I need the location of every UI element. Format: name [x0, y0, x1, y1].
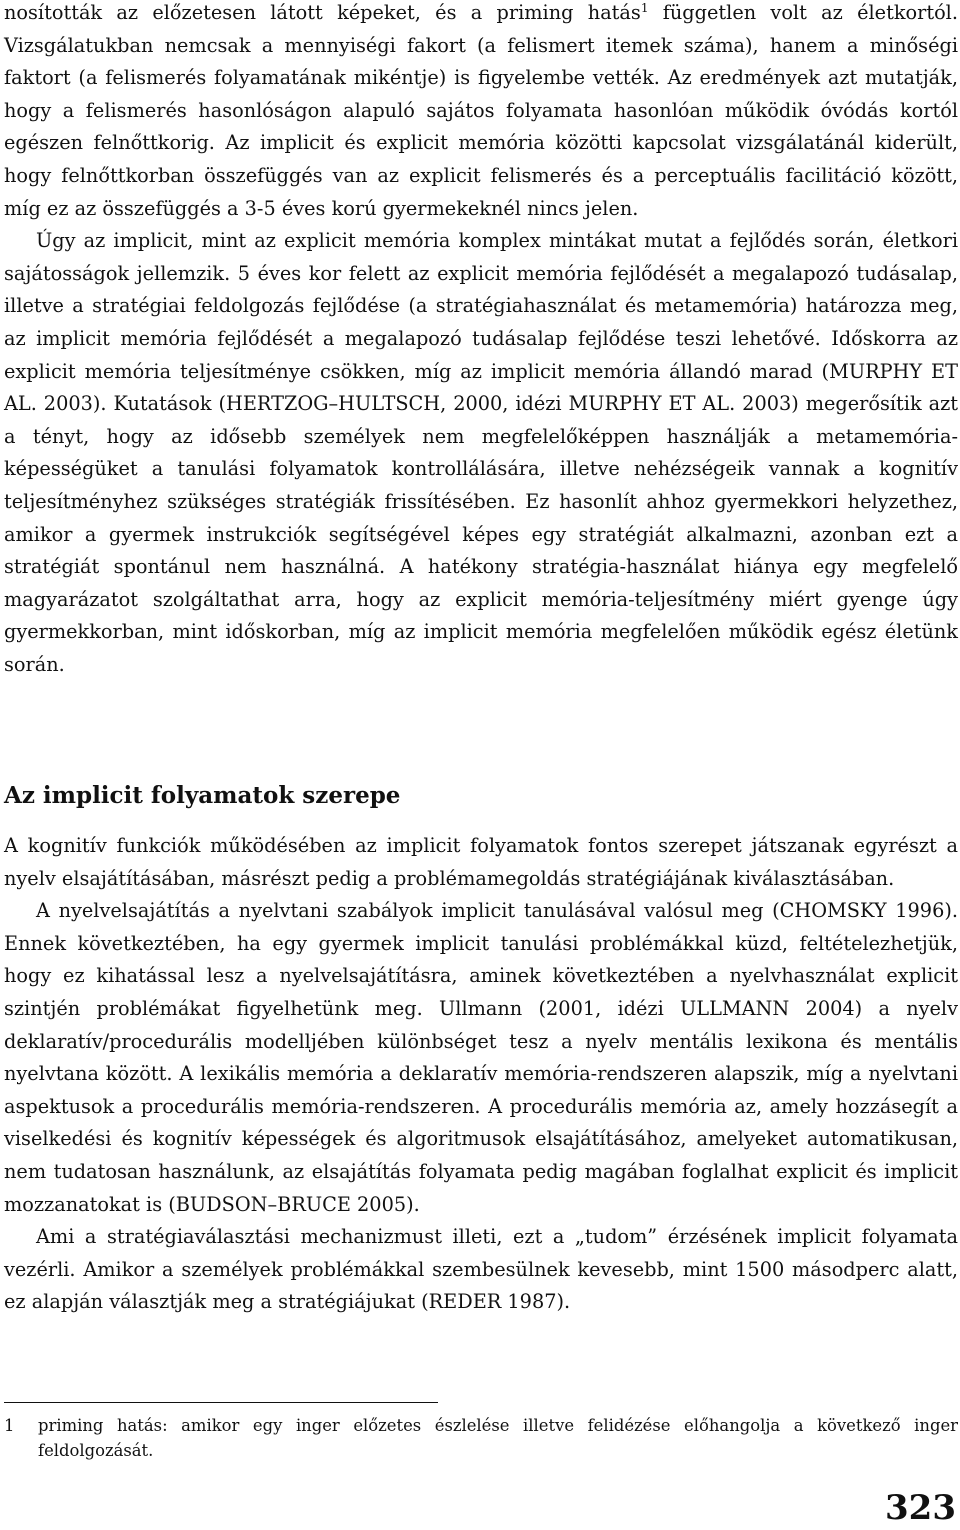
page-body	[4, 0, 958, 681]
section-paragraph-2: A nyelvelsajátítás a nyelvtani szabályok implicit tanulásával valósul meg (CHOMSKY 1996). Ennek következtében, ha egy gyermek implicit tanulási problémákkal küzd, feltételezhetjük, hogy ez kihatással lesz a nyelvelsajátításra, aminek következtében a nyelvhasználat explicit szintjén problémákat figyelhetünk meg. Ullmann (2001, idézi ULLMANN 2004) a nyelv deklaratív/procedurális modelljében különbséget tesz a nyelv mentális lexikona és mentális nyelvtana között. A lexikális memória a deklaratív memória-rendszeren alapszik, míg a nyelvtani aspektusok a procedurális memória-rendszeren. A procedurális memória az, amely hozzásegít a viselkedési és kognitív képességek és algoritmusok elsajátításához, amelyeket automatikusan, nem tudatosan használunk, az elsajátítás folyamata pedig magában foglalhat explicit és implicit mozzanatokat is (BUDSON–BRUCE 2005).	[4, 899, 958, 1216]
body-paragraph-2: Úgy az implicit, mint az explicit memória komplex mintákat mutat a fejlődés során, életkori sajátosságok jellemzik. 5 éves kor felett az explicit memória fejlődését a megalapozó tudásalap, illetve a stratégiai feldolgozás fejlődése (a stratégiahasználat és metamemória) határozza meg, az implicit memória fejlődését a megalapozó tudásalap fejlődése teszi lehetővé. Időskorra az explicit memória teljesítménye csökken, míg az implicit memória állandó marad (MURPHY ET AL. 2003). Kutatások (HERTZOG–HULTSCH, 2000, idézi MURPHY ET AL. 2003) megerősítik azt a tényt, hogy az idősebb személyek nem megfelelőképpen használják a metamemória-képességüket a tanulási folyamatok kontrollálására, illetve nehézségeik vannak a kognitív teljesítményhez szükséges stratégiák frissítésében. Ez hasonlít ahhoz gyermekkori helyzethez, amikor a gyermek instrukciók segítségével képes egy stratégiát alkalmazni, azonban ezt a stratégiát spontánul nem használná. A hatékony stratégia-használat hiánya egy megfelelő magyarázatot szolgáltathat arra, hogy az explicit memória-teljesítmény miért gyenge úgy gyermekkorban, mint időskorban, míg az implicit memória megfelelően működik egész életünk során.	[4, 229, 958, 676]
footnote-reference: 1	[640, 1, 649, 15]
section-paragraph-3: Ami a stratégiaválasztási mechanizmust illeti, ezt a „tudom” érzésének implicit folyamata vezérli. Amikor a személyek problémákkal szembesülnek kevesebb, mint 1500 másodperc alatt, ez alapján választják meg a stratégiájukat (REDER 1987).	[4, 1225, 958, 1314]
page-number: 323	[885, 1488, 956, 1528]
section-body	[4, 830, 958, 1319]
footnote	[4, 1413, 958, 1463]
footnote-number: 1	[4, 1416, 15, 1435]
footnote-divider	[4, 1402, 438, 1403]
footnote-text: priming hatás: amikor egy inger előzetes észlelése illetve felidézése előhangolja a következő inger feldolgozását.	[38, 1416, 958, 1460]
section-heading: Az implicit folyamatok szerepe	[4, 782, 401, 809]
section-paragraph-1: A kognitív funkciók működésében az implicit folyamatok fontos szerepet játszanak egyrészt a nyelv elsajátításában, másrészt pedig a problémamegoldás stratégiájának kiválasztásában.	[4, 834, 958, 890]
body-paragraph-1	[4, 0, 958, 225]
body-paragraph-1-text-a: nosították az előzetesen látott képeket, és a priming hatás	[4, 1, 641, 24]
body-paragraph-1-text-b: független volt az életkortól. Vizsgálatukban nemcsak a mennyiségi fakort (a felismert itemek száma), hanem a minőségi faktort (a felismerés folyamatának mikéntje) is figyelembe vették. Az eredmények azt mutatják, hogy a felismerés hasonlóságon alapuló sajátos folyamata hasonlóan működik óvódás kortól egészen felnőttkorig. Az implicit és explicit memória közötti kapcsolat vizsgálatánál kiderült, hogy felnőttkorban összefüggés van az explicit felismerés és a perceptuális facilitáció között, míg ez az összefüggés a 3-5 éves korú gyermekeknél nincs jelen.	[4, 1, 958, 220]
